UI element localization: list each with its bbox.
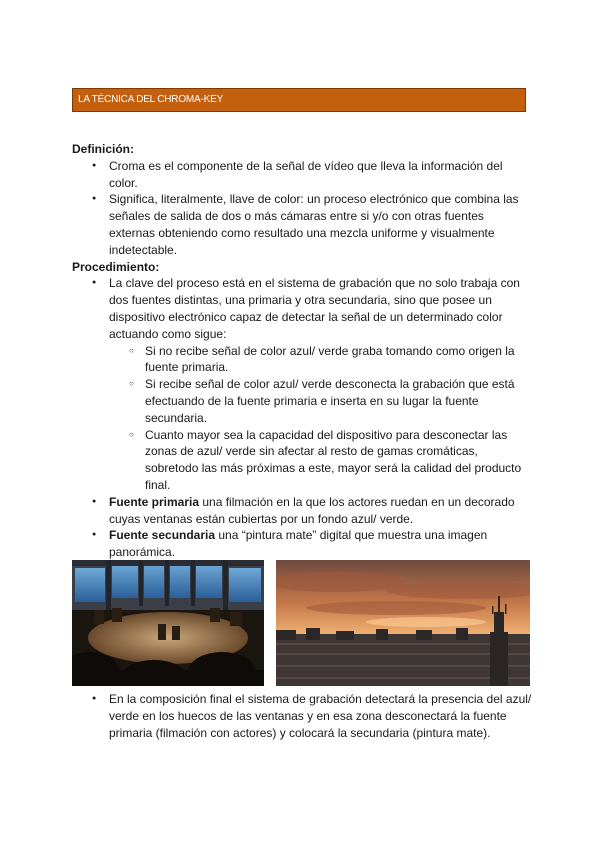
procedimiento-item <box>72 275 532 493</box>
procedimiento-subitem: ○ Si recibe señal de color azul/ verde desconecta la grabación que está efectuando de la fuente primaria e inserta en su lugar la fuente secundaria. <box>109 376 532 426</box>
procedimiento-intro: La clave del proceso está en el sistema de grabación que no solo trabaja con dos fuentes distintas, una primaria y otra secundaria, sino que posee un dispositivo electrónico capaz de detectar la señal de un determinado color actuando como sigue: <box>109 276 520 341</box>
definicion-item: ● Croma es el componente de la señal de vídeo que lleva la información del color. <box>72 158 532 192</box>
council-chamber-photo <box>72 560 264 686</box>
matte-painting-photo <box>276 560 530 686</box>
fuente-secundaria-label: Fuente secundaria <box>109 528 216 543</box>
final-item: ● En la composición final el sistema de grabación detectará la presencia del azul/ verde en los huecos de las ventanas y en esa zona desconectará la fuente primaria (filmación con actores) y colocará la secundaria (pintura mate). <box>72 691 532 741</box>
procedimiento-subitem: ○ Cuanto mayor sea la capacidad del dispositivo para desconectar las zonas de azul/ verde sin afectar al resto de gamas cromáticas, sobretodo las más próximas a este, mayor será la calidad del producto final. <box>109 427 532 494</box>
definicion-heading: Definición: <box>72 142 134 156</box>
fuente-primaria-label: Fuente primaria <box>109 494 200 509</box>
fuente-primaria-item <box>72 494 532 528</box>
procedimiento-subitem: ○ Si no recibe señal de color azul/ verde graba tomando como origen la fuente primaria. <box>109 343 532 377</box>
fuente-secundaria-text: una “pintura mate” digital que muestra una imagen panorámica. <box>109 528 488 560</box>
procedimiento-list <box>72 275 532 561</box>
section-title-bar <box>72 88 526 112</box>
final-list <box>72 691 532 741</box>
fuente-secundaria-item <box>72 527 532 561</box>
photos-row <box>72 560 530 686</box>
definicion-list <box>72 158 532 259</box>
procedimiento-heading: Procedimiento: <box>72 259 160 274</box>
procedimiento-sublist <box>109 343 532 494</box>
main-content <box>72 141 532 561</box>
fuente-primaria-text: una filmación en la que los actores ruedan en un decorado cuyas ventanas están cubiertas por un fondo azul/ verde. <box>109 494 515 526</box>
definicion-item: ● Significa, literalmente, llave de color: un proceso electrónico que combina las señales de salida de dos o más cámaras entre si y/o con otras fuentes externas obteniendo como resultado una mezcla uniforme y visualmente indetectable. <box>72 191 532 258</box>
section-title: LA TÉCNICA DEL CHROMA-KEY <box>78 94 224 105</box>
final-content <box>72 691 532 741</box>
